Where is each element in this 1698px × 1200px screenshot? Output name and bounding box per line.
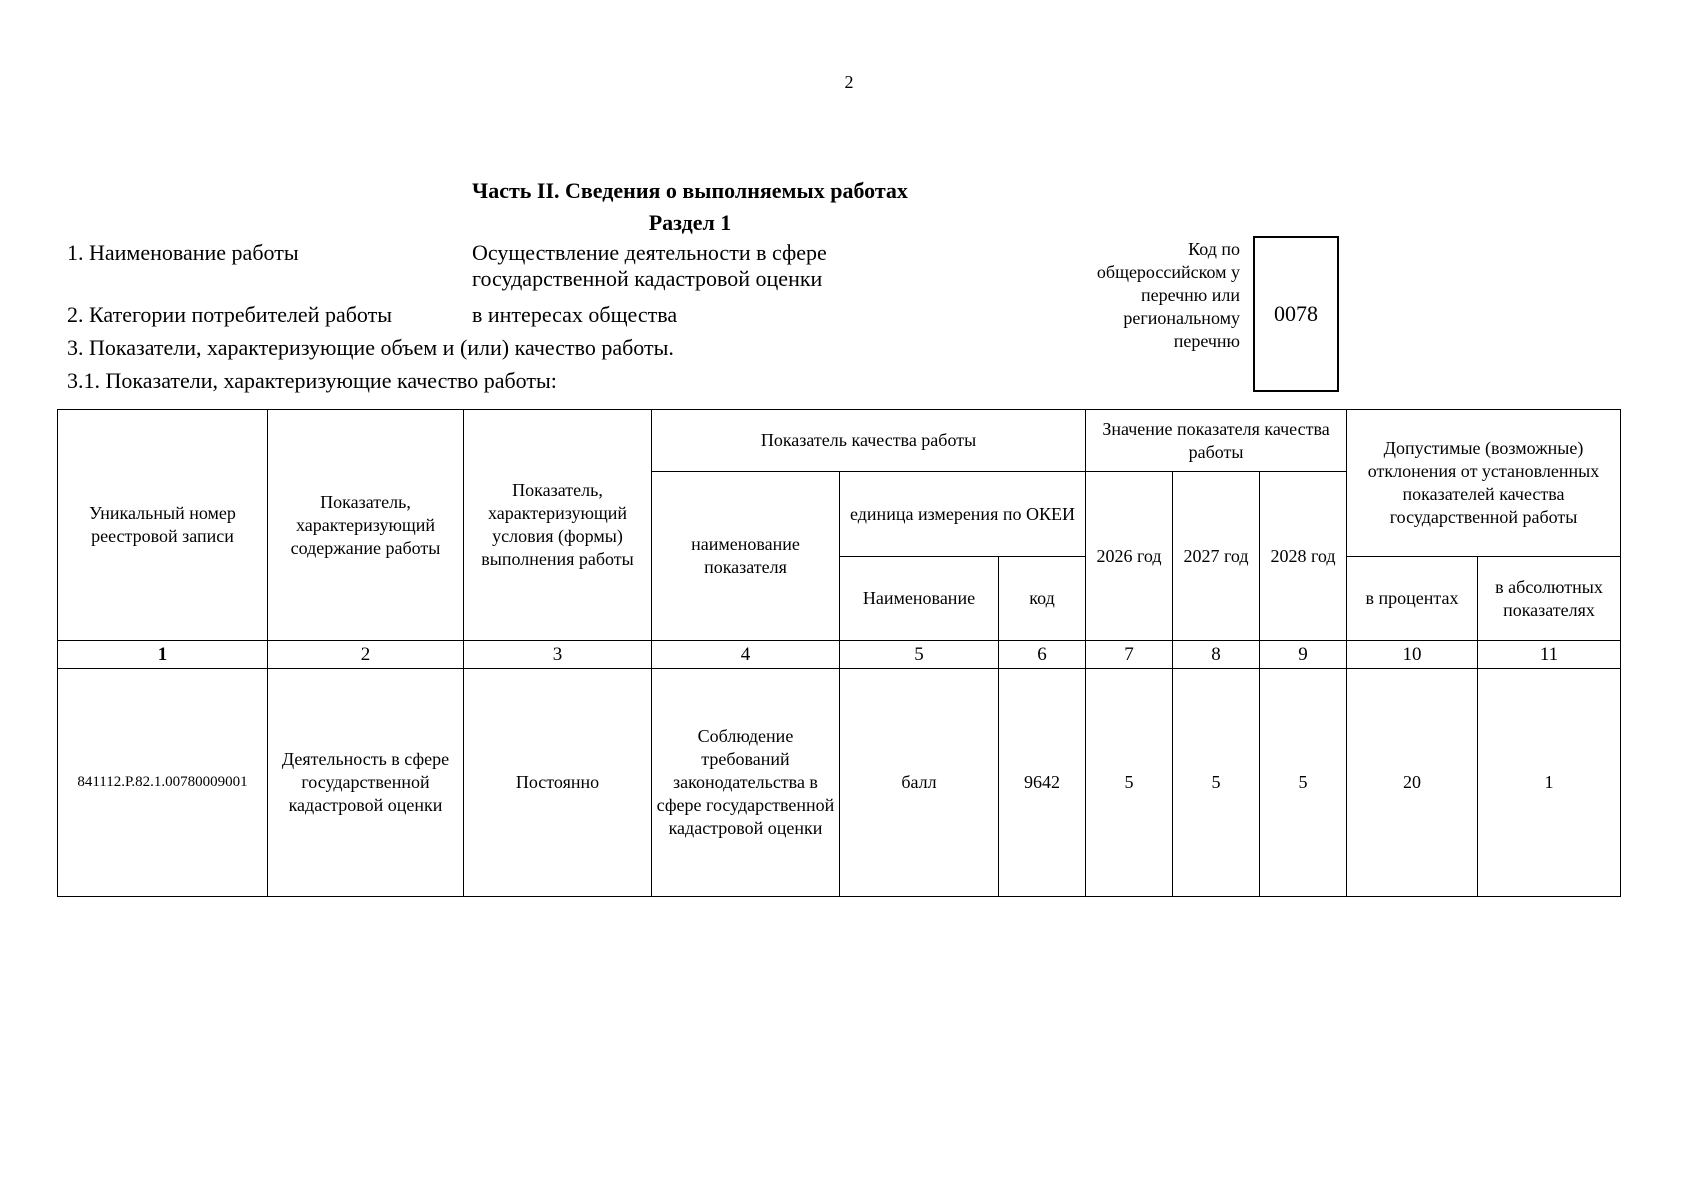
header-unit: единица измерения по ОКЕИ bbox=[840, 472, 1086, 557]
column-numbers-row bbox=[58, 641, 1621, 669]
column-number: 2 bbox=[268, 641, 464, 669]
cell-deviation-absolute: 1 bbox=[1478, 669, 1621, 897]
quality-indicators-heading: 3.1. Показатели, характеризующие качество работы: bbox=[67, 368, 557, 393]
column-number: 7 bbox=[1086, 641, 1173, 669]
column-number: 5 bbox=[840, 641, 999, 669]
table-row bbox=[58, 669, 1621, 897]
cell-unique-number: 841112.Р.82.1.00780009001 bbox=[58, 669, 268, 897]
header-deviations: Допустимые (возможные) отклонения от установленных показателей качества государственной работы bbox=[1347, 410, 1621, 557]
column-number: 6 bbox=[999, 641, 1086, 669]
header-conditions-indicator: Показатель, характеризующий условия (формы) выполнения работы bbox=[464, 410, 652, 641]
cell-value-2026: 5 bbox=[1086, 669, 1173, 897]
cell-deviation-percent: 20 bbox=[1347, 669, 1478, 897]
column-number: 10 bbox=[1347, 641, 1478, 669]
header-unit-code: код bbox=[999, 557, 1086, 641]
column-number: 9 bbox=[1260, 641, 1347, 669]
header-percent: в процентах bbox=[1347, 557, 1478, 641]
column-number: 1 bbox=[58, 641, 268, 669]
indicators-heading: 3. Показатели, характеризующие объем и (или) качество работы. bbox=[67, 335, 674, 360]
cell-value-2028: 5 bbox=[1260, 669, 1347, 897]
cell-content: Деятельность в сфере государственной кадастровой оценки bbox=[268, 669, 464, 897]
section-title: Раздел 1 bbox=[648, 210, 732, 235]
page-number: 2 bbox=[844, 72, 854, 92]
registry-code-value: 0078 bbox=[1274, 301, 1318, 326]
part-title: Часть II. Сведения о выполняемых работах bbox=[472, 178, 908, 203]
header-unit-name: Наименование bbox=[840, 557, 999, 641]
header-year-2026: 2026 год bbox=[1086, 472, 1173, 641]
work-name-label: 1. Наименование работы bbox=[67, 240, 299, 265]
header-year-2027: 2027 год bbox=[1173, 472, 1260, 641]
cell-unit-code: 9642 bbox=[999, 669, 1086, 897]
quality-indicators-table bbox=[57, 409, 1621, 897]
header-absolute: в абсолютных показателях bbox=[1478, 557, 1621, 641]
cell-conditions: Постоянно bbox=[464, 669, 652, 897]
column-number: 8 bbox=[1173, 641, 1260, 669]
work-name-value: Осуществление деятельности в сфере государственной кадастровой оценки bbox=[472, 240, 827, 291]
registry-code-box bbox=[1253, 236, 1339, 392]
registry-code-label: Код по общероссийском у перечню или региональному перечню bbox=[1096, 239, 1240, 351]
header-content-indicator: Показатель, характеризующий содержание работы bbox=[268, 410, 464, 641]
column-number: 11 bbox=[1478, 641, 1621, 669]
consumers-label: 2. Категории потребителей работы bbox=[67, 302, 393, 327]
cell-indicator-name: Соблюдение требований законодательства в сфере государственной кадастровой оценки bbox=[652, 669, 840, 897]
header-quality-value: Значение показателя качества работы bbox=[1086, 410, 1347, 472]
header-quality-indicator: Показатель качества работы bbox=[652, 410, 1086, 472]
header-year-2028: 2028 год bbox=[1260, 472, 1347, 641]
consumers-value: в интересах общества bbox=[472, 302, 678, 327]
cell-value-2027: 5 bbox=[1173, 669, 1260, 897]
column-number: 3 bbox=[464, 641, 652, 669]
column-number: 4 bbox=[652, 641, 840, 669]
header-indicator-name: наименование показателя bbox=[652, 472, 840, 641]
header-unique-number: Уникальный номер реестровой записи bbox=[58, 410, 268, 641]
cell-unit-name: балл bbox=[840, 669, 999, 897]
